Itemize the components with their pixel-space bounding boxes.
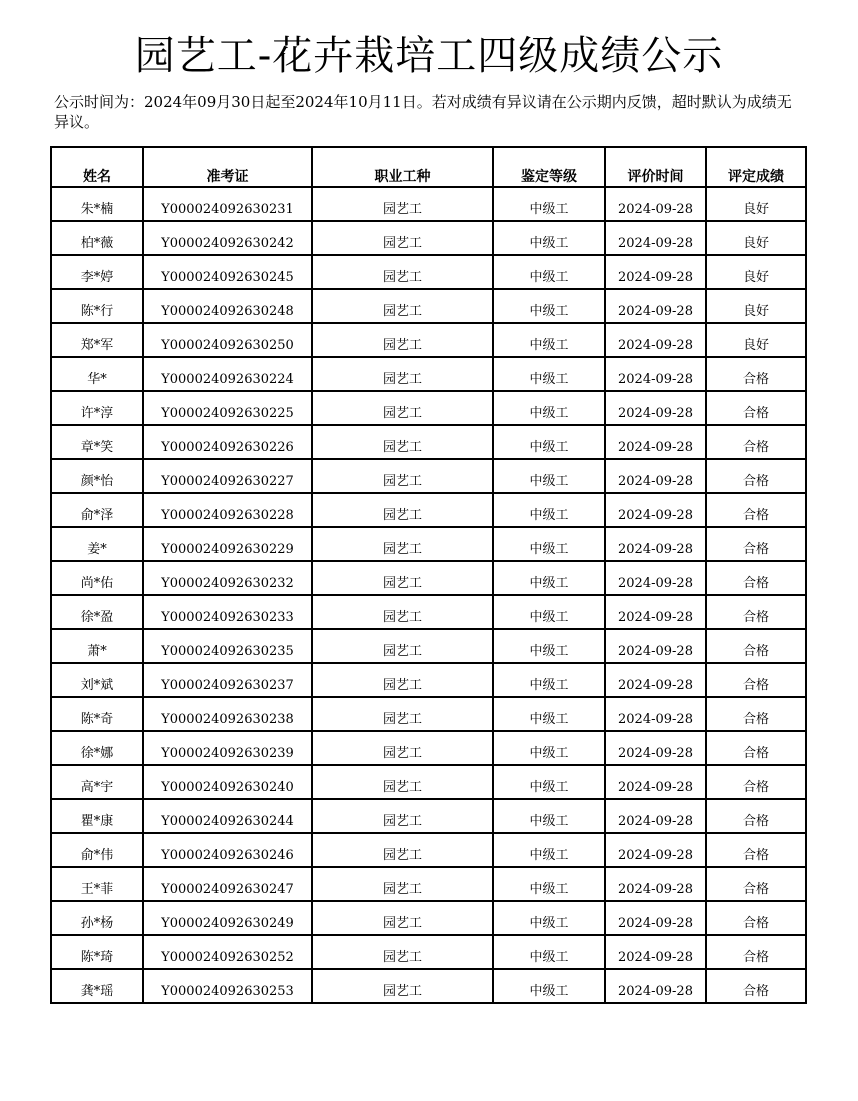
table-row [51,391,806,425]
cell-level: 中级工 [493,357,605,391]
cell-date: 2024-09-28 [605,663,706,697]
table-row [51,187,806,221]
cell-date: 2024-09-28 [605,357,706,391]
cell-ticket: Y000024092630231 [143,187,312,221]
cell-occupation: 园艺工 [312,527,493,561]
cell-occupation: 园艺工 [312,663,493,697]
cell-result: 合格 [706,493,806,527]
cell-occupation: 园艺工 [312,561,493,595]
cell-occupation: 园艺工 [312,289,493,323]
cell-level: 中级工 [493,935,605,969]
table-row [51,833,806,867]
table-row [51,493,806,527]
cell-result: 合格 [706,765,806,799]
cell-date: 2024-09-28 [605,629,706,663]
header-result: 评定成绩 [706,147,806,187]
cell-occupation: 园艺工 [312,255,493,289]
table-row [51,663,806,697]
cell-result: 合格 [706,663,806,697]
cell-date: 2024-09-28 [605,221,706,255]
cell-date: 2024-09-28 [605,731,706,765]
cell-level: 中级工 [493,323,605,357]
table-header-row [51,147,806,187]
cell-occupation: 园艺工 [312,935,493,969]
cell-name: 陈*琦 [51,935,143,969]
cell-ticket: Y000024092630233 [143,595,312,629]
cell-level: 中级工 [493,969,605,1003]
cell-name: 王*菲 [51,867,143,901]
cell-name: 孙*杨 [51,901,143,935]
cell-name: 李*婷 [51,255,143,289]
cell-date: 2024-09-28 [605,969,706,1003]
cell-result: 合格 [706,425,806,459]
cell-level: 中级工 [493,731,605,765]
cell-ticket: Y000024092630237 [143,663,312,697]
table-row [51,527,806,561]
cell-level: 中级工 [493,867,605,901]
header-name: 姓名 [51,147,143,187]
cell-occupation: 园艺工 [312,493,493,527]
cell-result: 合格 [706,731,806,765]
cell-occupation: 园艺工 [312,799,493,833]
cell-occupation: 园艺工 [312,323,493,357]
cell-date: 2024-09-28 [605,901,706,935]
cell-name: 朱*楠 [51,187,143,221]
cell-result: 合格 [706,833,806,867]
cell-name: 徐*娜 [51,731,143,765]
cell-result: 良好 [706,187,806,221]
cell-name: 萧* [51,629,143,663]
cell-occupation: 园艺工 [312,697,493,731]
cell-level: 中级工 [493,187,605,221]
cell-occupation: 园艺工 [312,867,493,901]
cell-result: 合格 [706,561,806,595]
cell-name: 高*宇 [51,765,143,799]
cell-name: 华* [51,357,143,391]
cell-result: 合格 [706,459,806,493]
table-row [51,901,806,935]
cell-level: 中级工 [493,527,605,561]
cell-ticket: Y000024092630249 [143,901,312,935]
cell-name: 柏*薇 [51,221,143,255]
cell-ticket: Y000024092630245 [143,255,312,289]
cell-ticket: Y000024092630227 [143,459,312,493]
cell-date: 2024-09-28 [605,867,706,901]
cell-level: 中级工 [493,901,605,935]
header-ticket: 准考证 [143,147,312,187]
cell-ticket: Y000024092630253 [143,969,312,1003]
cell-name: 许*淳 [51,391,143,425]
cell-level: 中级工 [493,765,605,799]
cell-result: 合格 [706,595,806,629]
cell-date: 2024-09-28 [605,323,706,357]
cell-occupation: 园艺工 [312,357,493,391]
cell-ticket: Y000024092630248 [143,289,312,323]
cell-level: 中级工 [493,833,605,867]
cell-result: 合格 [706,867,806,901]
table-row [51,425,806,459]
cell-occupation: 园艺工 [312,765,493,799]
cell-level: 中级工 [493,697,605,731]
cell-name: 陈*行 [51,289,143,323]
header-date: 评价时间 [605,147,706,187]
table-row [51,323,806,357]
cell-name: 陈*奇 [51,697,143,731]
header-occupation: 职业工种 [312,147,493,187]
cell-level: 中级工 [493,663,605,697]
cell-date: 2024-09-28 [605,935,706,969]
cell-occupation: 园艺工 [312,969,493,1003]
cell-level: 中级工 [493,799,605,833]
cell-level: 中级工 [493,221,605,255]
cell-result: 合格 [706,357,806,391]
table-row [51,731,806,765]
cell-result: 良好 [706,289,806,323]
cell-occupation: 园艺工 [312,731,493,765]
cell-name: 龚*瑶 [51,969,143,1003]
cell-result: 合格 [706,901,806,935]
table-row [51,289,806,323]
cell-ticket: Y000024092630232 [143,561,312,595]
cell-result: 合格 [706,799,806,833]
table-row [51,765,806,799]
cell-ticket: Y000024092630238 [143,697,312,731]
cell-ticket: Y000024092630229 [143,527,312,561]
cell-level: 中级工 [493,561,605,595]
cell-ticket: Y000024092630228 [143,493,312,527]
cell-level: 中级工 [493,459,605,493]
table-row [51,459,806,493]
page-title: 园艺工-花卉栽培工四级成绩公示 [134,33,724,79]
cell-name: 瞿*康 [51,799,143,833]
cell-date: 2024-09-28 [605,833,706,867]
cell-ticket: Y000024092630246 [143,833,312,867]
cell-name: 刘*斌 [51,663,143,697]
cell-result: 良好 [706,221,806,255]
cell-occupation: 园艺工 [312,459,493,493]
cell-ticket: Y000024092630240 [143,765,312,799]
cell-level: 中级工 [493,425,605,459]
cell-ticket: Y000024092630224 [143,357,312,391]
cell-level: 中级工 [493,289,605,323]
cell-ticket: Y000024092630247 [143,867,312,901]
cell-occupation: 园艺工 [312,629,493,663]
cell-occupation: 园艺工 [312,391,493,425]
table-row [51,935,806,969]
cell-date: 2024-09-28 [605,459,706,493]
cell-date: 2024-09-28 [605,255,706,289]
cell-date: 2024-09-28 [605,493,706,527]
cell-ticket: Y000024092630235 [143,629,312,663]
header-level: 鉴定等级 [493,147,605,187]
cell-ticket: Y000024092630225 [143,391,312,425]
cell-level: 中级工 [493,629,605,663]
cell-level: 中级工 [493,255,605,289]
cell-level: 中级工 [493,595,605,629]
table-row [51,595,806,629]
table-row [51,629,806,663]
cell-date: 2024-09-28 [605,697,706,731]
cell-name: 俞*伟 [51,833,143,867]
cell-occupation: 园艺工 [312,595,493,629]
table-row [51,561,806,595]
cell-date: 2024-09-28 [605,765,706,799]
cell-date: 2024-09-28 [605,391,706,425]
cell-occupation: 园艺工 [312,901,493,935]
scores-table [50,146,807,1004]
cell-result: 合格 [706,969,806,1003]
table-row [51,357,806,391]
cell-ticket: Y000024092630239 [143,731,312,765]
table-row [51,221,806,255]
cell-date: 2024-09-28 [605,561,706,595]
cell-name: 尚*佑 [51,561,143,595]
cell-result: 合格 [706,697,806,731]
cell-occupation: 园艺工 [312,425,493,459]
cell-result: 合格 [706,629,806,663]
cell-date: 2024-09-28 [605,527,706,561]
table-row [51,969,806,1003]
table-row [51,867,806,901]
cell-occupation: 园艺工 [312,221,493,255]
table-row [51,255,806,289]
cell-result: 合格 [706,527,806,561]
cell-ticket: Y000024092630252 [143,935,312,969]
cell-result: 良好 [706,323,806,357]
cell-date: 2024-09-28 [605,289,706,323]
notice-text: 公示时间为：2024年09月30日起至2024年10月11日。若对成绩有异议请在公示期内反馈，超时默认为成绩无异议。 [54,93,792,131]
table-row [51,697,806,731]
cell-occupation: 园艺工 [312,187,493,221]
cell-result: 良好 [706,255,806,289]
cell-ticket: Y000024092630244 [143,799,312,833]
cell-ticket: Y000024092630226 [143,425,312,459]
cell-name: 姜* [51,527,143,561]
cell-date: 2024-09-28 [605,799,706,833]
cell-date: 2024-09-28 [605,595,706,629]
table-row [51,799,806,833]
cell-name: 郑*军 [51,323,143,357]
cell-name: 章*笑 [51,425,143,459]
cell-name: 颜*怡 [51,459,143,493]
cell-level: 中级工 [493,493,605,527]
cell-level: 中级工 [493,391,605,425]
cell-name: 俞*泽 [51,493,143,527]
cell-date: 2024-09-28 [605,187,706,221]
cell-date: 2024-09-28 [605,425,706,459]
cell-occupation: 园艺工 [312,833,493,867]
cell-ticket: Y000024092630250 [143,323,312,357]
cell-result: 合格 [706,391,806,425]
cell-result: 合格 [706,935,806,969]
cell-name: 徐*盈 [51,595,143,629]
cell-ticket: Y000024092630242 [143,221,312,255]
